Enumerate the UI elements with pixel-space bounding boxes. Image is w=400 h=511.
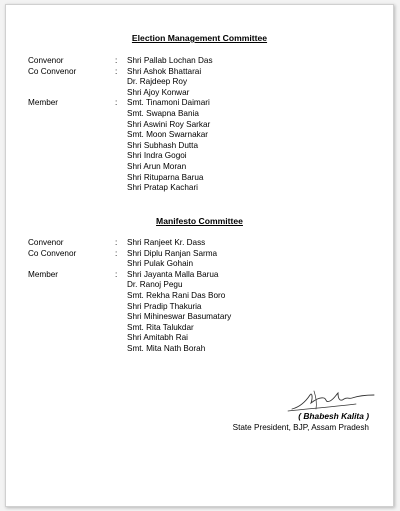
member-name: Shri Indra Gogoi (127, 151, 187, 161)
member-role: Member (28, 98, 59, 108)
member-row (28, 120, 368, 131)
member-name: Shri Ajoy Konwar (127, 87, 190, 97)
member-name: Shri Amitabh Rai (127, 333, 188, 343)
member-name: Shri Aswini Roy Sarkar (127, 119, 211, 129)
election-committee-title (6, 33, 393, 43)
manifesto-committee-list (28, 238, 368, 355)
member-name: Shri Mihineswar Basumatary (127, 312, 232, 322)
member-name: Shri Pratap Kachari (127, 183, 198, 193)
member-name: Shri Pulak Gohain (127, 259, 193, 269)
member-row (28, 183, 368, 194)
member-name: Smt. Mita Nath Borah (127, 343, 206, 353)
member-row (28, 56, 368, 67)
role-colon: : (115, 248, 118, 258)
role-colon: : (115, 56, 118, 65)
member-row (28, 109, 368, 120)
election-committee-title-text: Election Management Committee (131, 33, 268, 43)
member-row (28, 280, 368, 291)
member-role: Member (28, 269, 59, 279)
member-row (28, 333, 368, 344)
document-page (5, 4, 394, 507)
member-row (28, 88, 368, 99)
member-row (28, 302, 368, 313)
member-row (28, 77, 368, 88)
member-row (28, 238, 368, 249)
member-row (28, 173, 368, 184)
member-name: Smt. Tinamoni Daimari (127, 98, 210, 108)
member-row (28, 344, 368, 355)
member-name: Shri Arun Moran (127, 161, 187, 171)
member-row (28, 323, 368, 334)
manifesto-committee-title-text: Manifesto Committee (156, 216, 243, 226)
member-role: Co Convenor (28, 66, 77, 76)
signatory-designation: State President, BJP, Assam Pradesh (232, 423, 369, 432)
member-row (28, 291, 368, 302)
member-name: Dr. Rajdeep Roy (127, 77, 188, 87)
member-name: Smt. Swapna Bania (127, 108, 199, 118)
member-row (28, 141, 368, 152)
member-name: Shri Ranjeet Kr. Dass (127, 238, 206, 247)
election-committee-list (28, 56, 368, 194)
member-role: Convenor (28, 238, 64, 247)
member-row (28, 259, 368, 270)
member-row (28, 312, 368, 323)
member-name: Dr. Ranoj Pegu (127, 280, 183, 290)
member-row (28, 67, 368, 78)
member-role: Co Convenor (28, 248, 77, 258)
signatory-name: ( Bhabesh Kalita ) (298, 411, 369, 421)
member-row (28, 162, 368, 173)
member-name: Shri Subhash Dutta (127, 140, 199, 150)
member-row (28, 249, 368, 260)
role-colon: : (115, 66, 118, 76)
member-name: Smt. Moon Swarnakar (127, 130, 208, 140)
manifesto-committee-title (6, 216, 393, 226)
member-row (28, 270, 368, 281)
member-row (28, 151, 368, 162)
member-row (28, 130, 368, 141)
member-name: Shri Ashok Bhattarai (127, 66, 202, 76)
member-name: Shri Diplu Ranjan Sarma (127, 248, 218, 258)
role-colon: : (115, 269, 118, 279)
handwritten-signature (286, 387, 376, 413)
role-colon: : (115, 238, 118, 247)
role-colon: : (115, 98, 118, 108)
member-name: Shri Rituparna Barua (127, 172, 204, 182)
member-role: Convenor (28, 56, 64, 65)
member-name: Shri Pradip Thakuria (127, 301, 202, 311)
member-name: Smt. Rekha Rani Das Boro (127, 290, 226, 300)
member-row (28, 98, 368, 109)
member-name: Smt. Rita Talukdar (127, 322, 194, 332)
member-name: Shri Pallab Lochan Das (127, 56, 213, 65)
member-name: Shri Jayanta Malla Barua (127, 269, 219, 279)
